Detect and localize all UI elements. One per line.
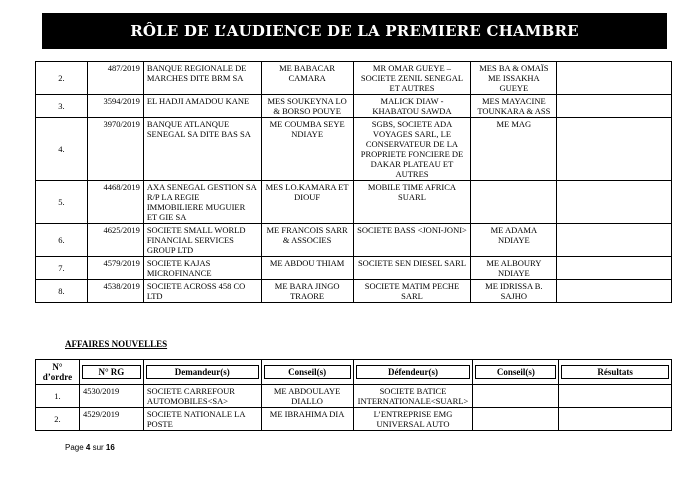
header-demandeur: Demandeur(s): [143, 360, 261, 385]
cell-demandeur: SOCIETE KAJAS MICROFINANCE: [143, 257, 261, 280]
cell-num: 3.: [36, 95, 88, 118]
cell-defendeur: SOCIETE SEN DIESEL SARL: [353, 257, 471, 280]
cell-num: 2.: [36, 408, 80, 431]
cell-num: 2.: [36, 62, 88, 95]
cell-conseil1: ME COUMBA SEYE NDIAYE: [261, 118, 353, 181]
cell-conseil2: ME ADAMA NDIAYE: [471, 224, 557, 257]
cell-conseil1: ME FRANCOIS SARR & ASSOCIES: [261, 224, 353, 257]
header-defendeur: Défendeur(s): [353, 360, 473, 385]
header-rg: N° RG: [79, 360, 143, 385]
cell-conseil1: MES LO.KAMARA ET DIOUF: [261, 181, 353, 224]
cell-rg: 4530/2019: [79, 385, 143, 408]
cell-resultats: [557, 280, 672, 303]
table-header-row: [36, 360, 672, 385]
header-num: N° d’ordre: [36, 360, 80, 385]
cell-demandeur: SOCIETE ACROSS 458 CO LTD: [143, 280, 261, 303]
section-title: AFFAIRES NOUVELLES: [65, 339, 168, 349]
cell-rg: 4538/2019: [87, 280, 143, 303]
cell-resultats: [557, 257, 672, 280]
cell-conseil1: ME ABDOU THIAM: [261, 257, 353, 280]
cell-resultats: [559, 385, 672, 408]
cell-defendeur: L’ENTREPRISE EMG UNIVERSAL AUTO: [353, 408, 473, 431]
new-cases-table: [35, 359, 672, 431]
cell-conseil1: ME IBRAHIMA DIA: [261, 408, 353, 431]
cell-resultats: [557, 95, 672, 118]
cell-defendeur: SOCIETE BASS <JONI-JONI>: [353, 224, 471, 257]
cell-resultats: [557, 224, 672, 257]
cell-conseil1: ME ABDOULAYE DIALLO: [261, 385, 353, 408]
page-number: 4: [85, 443, 91, 452]
cell-defendeur: MR OMAR GUEYE – SOCIETE ZENIL SENEGAL ET AUTRES: [353, 62, 471, 95]
table-row: [36, 280, 672, 303]
cell-demandeur: SOCIETE SMALL WORLD FINANCIAL SERVICES GROUP LTD: [143, 224, 261, 257]
hearing-table: [35, 61, 672, 303]
cell-conseil1: ME BABACAR CAMARA: [261, 62, 353, 95]
cell-num: 7.: [36, 257, 88, 280]
cell-resultats: [557, 62, 672, 95]
cell-resultats: [557, 118, 672, 181]
table-row: [36, 62, 672, 95]
cell-conseil1: ME BARA JINGO TRAORE: [261, 280, 353, 303]
cell-conseil1: MES SOUKEYNA LO & BORSO POUYE: [261, 95, 353, 118]
footer-middle: sur: [90, 443, 106, 452]
cell-demandeur: EL HADJI AMADOU KANE: [143, 95, 261, 118]
cell-rg: 3594/2019: [87, 95, 143, 118]
cell-num: 6.: [36, 224, 88, 257]
page-total: 16: [105, 443, 115, 452]
cell-num: 8.: [36, 280, 88, 303]
footer-prefix: Page: [65, 443, 86, 452]
header-conseil-1: Conseil(s): [261, 360, 353, 385]
table-row: [36, 118, 672, 181]
cell-rg: 4625/2019: [87, 224, 143, 257]
cell-num: 4.: [36, 118, 88, 181]
cell-defendeur: SGBS, SOCIETE ADA VOYAGES SARL, LE CONSERVATEUR DE LA PROPRIETE FONCIERE DE DAKAR PLATEAU ET AUTRES: [353, 118, 471, 181]
cell-resultats: [557, 181, 672, 224]
cell-conseil2: MES MAYACINE TOUNKARA & ASS: [471, 95, 557, 118]
cell-defendeur: SOCIETE MATIM PECHE SARL: [353, 280, 471, 303]
table-row: [36, 257, 672, 280]
page-title: RÔLE DE L’AUDIENCE DE LA PREMIERE CHAMBRE: [42, 13, 667, 49]
table-row: [36, 385, 672, 408]
cell-conseil2: ME ALBOURY NDIAYE: [471, 257, 557, 280]
cell-demandeur: SOCIETE NATIONALE LA POSTE: [143, 408, 261, 431]
cell-defendeur: MALICK DIAW - KHABATOU SAWDA: [353, 95, 471, 118]
cell-num: 5.: [36, 181, 88, 224]
cell-demandeur: BANQUE ATLANQUE SENEGAL SA DITE BAS SA: [143, 118, 261, 181]
cell-conseil2: [471, 181, 557, 224]
header-resultats: Résultats: [559, 360, 672, 385]
page-footer: [65, 443, 115, 452]
header-conseil-2: Conseil(s): [473, 360, 559, 385]
cell-rg: 4579/2019: [87, 257, 143, 280]
cell-rg: 4468/2019: [87, 181, 143, 224]
cell-conseil2: ME IDRISSA B. SAJHO: [471, 280, 557, 303]
cell-demandeur: BANQUE REGIONALE DE MARCHES DITE BRM SA: [143, 62, 261, 95]
table-row: [36, 408, 672, 431]
cell-resultats: [559, 408, 672, 431]
cell-defendeur: SOCIETE BATICE INTERNATIONALE<SUARL>: [353, 385, 473, 408]
table-row: [36, 224, 672, 257]
cell-rg: 3970/2019: [87, 118, 143, 181]
cell-defendeur: MOBILE TIME AFRICA SUARL: [353, 181, 471, 224]
cell-num: 1.: [36, 385, 80, 408]
table-row: [36, 181, 672, 224]
cell-conseil2: ME MAG: [471, 118, 557, 181]
cell-demandeur: SOCIETE CARREFOUR AUTOMOBILES<SA>: [143, 385, 261, 408]
cell-demandeur: AXA SENEGAL GESTION SA R/P LA REGIE IMMOBILIERE MUGUIER ET GIE SA: [143, 181, 261, 224]
cell-conseil2: [473, 385, 559, 408]
cell-rg: 4529/2019: [79, 408, 143, 431]
table-row: [36, 95, 672, 118]
cell-conseil2: MES BA & OMAÏS ME ISSAKHA GUEYE: [471, 62, 557, 95]
cell-conseil2: [473, 408, 559, 431]
cell-rg: 487/2019: [87, 62, 143, 95]
